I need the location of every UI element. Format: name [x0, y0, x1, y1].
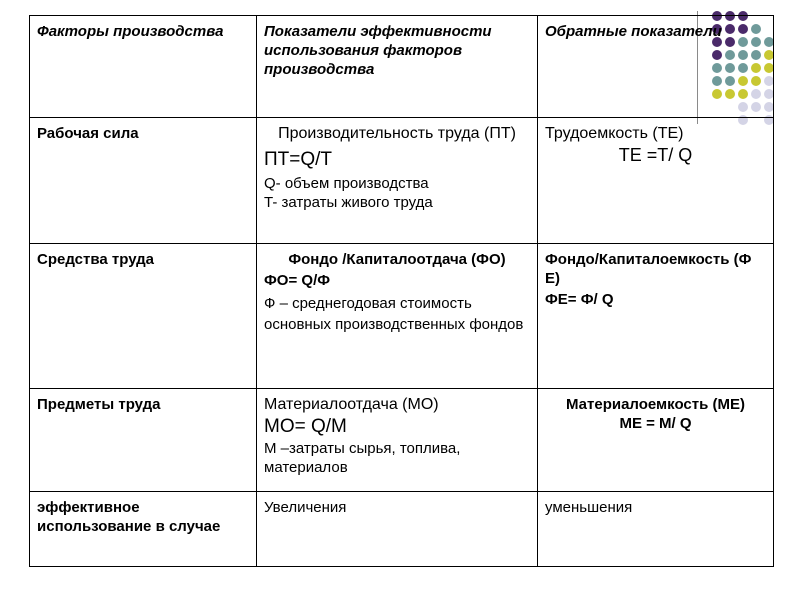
- factor-cell: Рабочая сила: [30, 118, 257, 244]
- inverse-title: Фондо/Капиталоемкость (ФЕ): [545, 251, 752, 287]
- indicator-cell: [257, 118, 538, 244]
- indicator-note: М –затраты сырья, топлива, материалов: [264, 440, 461, 476]
- indicator-formula: ПТ=Q/T: [264, 149, 333, 170]
- factor-cell: Предметы труда: [30, 389, 257, 492]
- inverse-formula: МЕ = М/ Q: [619, 415, 692, 432]
- inverse-cell: [538, 118, 774, 244]
- inverse-title: Материалоемкость (МЕ): [565, 396, 745, 413]
- inverse-title: Трудоемкость (ТЕ): [545, 125, 684, 142]
- header-indicators: Показатели эффективности использования факторов производства: [257, 16, 538, 118]
- indicator-formula: ФО= Q/Ф: [264, 272, 331, 289]
- inverse-cell: [538, 244, 774, 389]
- table-header-row: [30, 16, 774, 118]
- table-row: [30, 492, 774, 567]
- inverse-cell: уменьшения: [538, 492, 774, 567]
- factor-cell: эффективное использование в случае: [30, 492, 257, 567]
- indicator-note: Q- объем производства: [264, 175, 429, 192]
- indicator-formula: МО= Q/M: [264, 416, 347, 437]
- indicator-title: Производительность труда (ПТ): [278, 125, 516, 142]
- indicator-cell: Увеличения: [257, 492, 538, 567]
- factors-table: [29, 15, 774, 567]
- indicator-title: Фондо /Капиталоотдача (ФО): [288, 251, 506, 268]
- indicator-cell: [257, 389, 538, 492]
- indicator-title: Материалоотдача (МО): [264, 396, 439, 413]
- header-factors: Факторы производства: [30, 16, 257, 118]
- inverse-formula: ТЕ =Т/ Q: [618, 145, 693, 165]
- table-row: [30, 118, 774, 244]
- inverse-cell: [538, 389, 774, 492]
- indicator-cell: [257, 244, 538, 389]
- header-inverse: Обратные показатели: [538, 16, 774, 118]
- table-row: [30, 389, 774, 492]
- factor-cell: Средства труда: [30, 244, 257, 389]
- indicator-note: T- затраты живого труда: [264, 194, 433, 211]
- inverse-formula: ФЕ= Ф/ Q: [545, 291, 614, 308]
- table-row: [30, 244, 774, 389]
- indicator-note: Ф – среднегодовая стоимость основных производственных фондов: [264, 295, 524, 333]
